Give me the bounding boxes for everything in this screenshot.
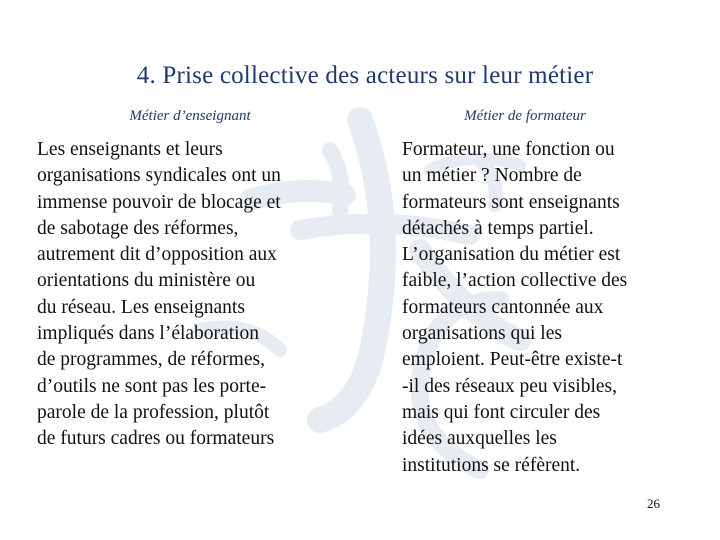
- left-column-heading: Métier d’enseignant: [129, 108, 251, 124]
- text-line: Formateur, une fonction ou: [402, 139, 615, 160]
- text-line: formateurs sont enseignants: [402, 191, 620, 213]
- text-line: idées auxquelles les: [402, 428, 557, 450]
- text-line: de programmes, de réformes,: [37, 349, 265, 371]
- left-column-text: [37, 137, 337, 453]
- text-line: d’outils ne sont pas les porte-: [37, 375, 267, 397]
- text-line: Les enseignants et leurs: [37, 139, 223, 160]
- text-line: immense pouvoir de blocage et: [37, 191, 281, 213]
- text-line: de futurs cadres ou formateurs: [37, 428, 275, 450]
- text-line: -il des réseaux peu visibles,: [402, 375, 617, 397]
- slide-title: 4. Prise collective des acteurs sur leur métier: [136, 62, 594, 89]
- text-line: du réseau. Les enseignants: [37, 296, 245, 318]
- text-line: un métier ? Nombre de: [402, 165, 582, 187]
- right-column-heading: Métier de formateur: [464, 108, 586, 124]
- text-line: L’organisation du métier est: [402, 244, 621, 266]
- text-line: impliqués dans l’élaboration: [37, 323, 260, 345]
- text-line: formateurs cantonnée aux: [402, 296, 604, 318]
- text-line: institutions se réfèrent.: [402, 454, 581, 476]
- text-line: organisations qui les: [402, 323, 562, 345]
- page-number: 26: [647, 496, 660, 511]
- text-line: orientations du ministère ou: [37, 270, 256, 292]
- text-line: faible, l’action collective des: [402, 270, 628, 292]
- right-column-text: [402, 137, 682, 479]
- text-line: mais qui font circuler des: [402, 401, 601, 423]
- text-line: de sabotage des réformes,: [37, 217, 239, 239]
- text-line: parole de la profession, plutôt: [37, 401, 270, 423]
- text-line: emploient. Peut-être existe-t: [402, 349, 623, 371]
- text-line: organisations syndicales ont un: [37, 165, 281, 187]
- text-line: détachés à temps partiel.: [402, 217, 594, 239]
- text-line: autrement dit d’opposition aux: [37, 244, 277, 266]
